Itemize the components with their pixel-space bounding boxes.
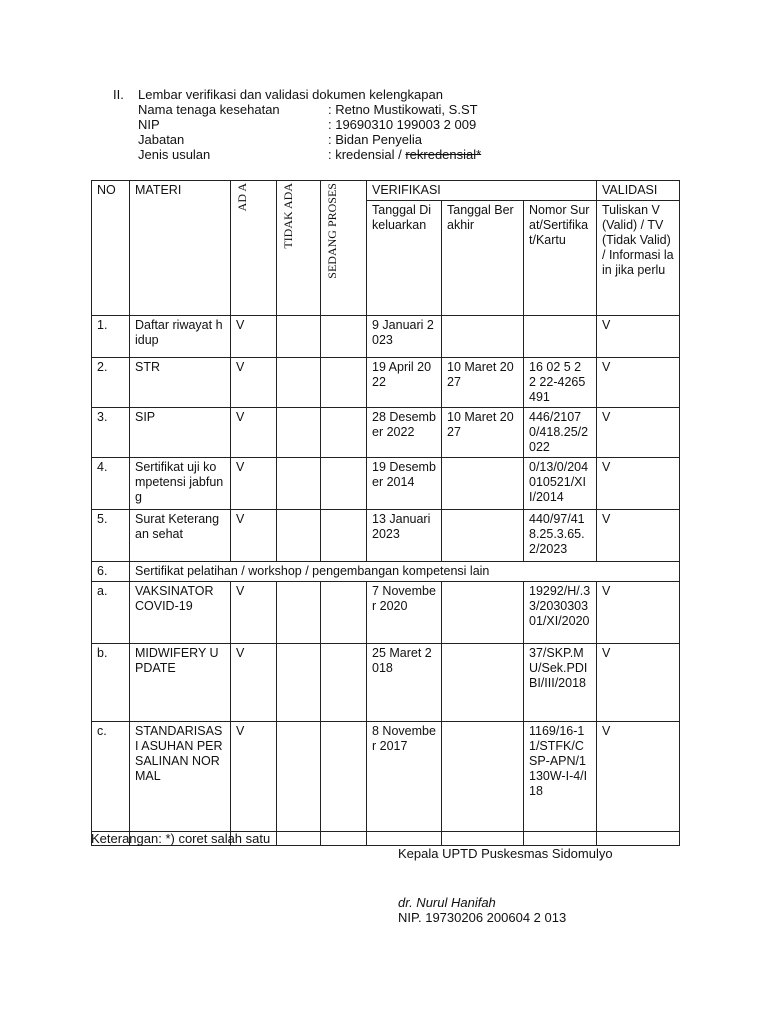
field-label-jabatan: Jabatan xyxy=(138,132,185,147)
header-validasi-note: Tuliskan V (Valid) / TV (Tidak Valid) / Informasi lain jika perlu xyxy=(597,201,680,316)
header-sedang-proses: SEDANG PROSES xyxy=(321,181,367,316)
header-tanggal-dikeluarkan: Tanggal Dikeluarkan xyxy=(367,201,442,316)
table-row: c. STANDARISASI ASUHAN PERSALINAN NORMAL V 8 November 2017 1169/16-11/STFK/CSP-APN/1130W-I-4/I18 V xyxy=(92,722,680,832)
table-row: 5. Surat Keterangan sehat V 13 Januari 2023 440/97/418.25.3.65.2/2023 V xyxy=(92,510,680,562)
document-header xyxy=(113,87,481,162)
table-row: 4. Sertifikat uji kompetensi jabfung V 19 Desember 2014 0/13/0/204010521/XII/2014 V xyxy=(92,458,680,510)
field-value-nama: : Retno Mustikowati, S.ST xyxy=(328,102,478,117)
header-materi: MATERI xyxy=(130,181,231,316)
table-row: 3. SIP V 28 Desember 2022 10 Maret 2027 446/21070/418.25/2022 V xyxy=(92,408,680,458)
header-validasi: VALIDASI xyxy=(597,181,680,201)
signatory-title: Kepala UPTD Puskesmas Sidomulyo xyxy=(398,846,613,861)
header-tanggal-berakhir: Tanggal Berakhir xyxy=(442,201,524,316)
field-label-nama: Nama tenaga kesehatan xyxy=(138,102,280,117)
jenis-kredensial: : kredensial / xyxy=(328,147,406,162)
field-value-nip: : 19690310 199003 2 009 xyxy=(328,117,477,132)
section-number: II. xyxy=(113,87,124,102)
field-label-nip: NIP xyxy=(138,117,160,132)
header-no: NO xyxy=(92,181,130,316)
section-row: 6. Sertifikat pelatihan / workshop / pengembangan kompetensi lain xyxy=(92,562,680,582)
field-value-jabatan: : Bidan Penyelia xyxy=(328,132,422,147)
table-body xyxy=(92,316,680,846)
table-row: 1. Daftar riwayat hidup V 9 Januari 2023 V xyxy=(92,316,680,358)
signatory-nip: NIP. 19730206 200604 2 013 xyxy=(398,910,567,925)
field-label-jenis: Jenis usulan xyxy=(138,147,211,162)
header-ada: AD A xyxy=(231,181,277,316)
field-value-jenis xyxy=(328,147,481,162)
table-row: a. VAKSINATOR COVID-19 V 7 November 2020 19292/H/.33/203030301/XI/2020 V xyxy=(92,582,680,644)
footnote: Keterangan: *) coret salah satu xyxy=(91,831,271,846)
table-row: 2. STR V 19 April 2022 10 Maret 2027 16 02 5 2 2 22-4265491 V xyxy=(92,358,680,408)
header-tidak-ada: TIDAK ADA xyxy=(277,181,321,316)
section-title: Lembar verifikasi dan validasi dokumen kelengkapan xyxy=(138,87,443,102)
header-nomor: Nomor Surat/Sertifikat/Kartu xyxy=(524,201,597,316)
table-row: b. MIDWIFERY UPDATE V 25 Maret 2018 37/SKP.MU/Sek.PDIBI/III/2018 V xyxy=(92,644,680,722)
signature-block xyxy=(398,846,613,925)
jenis-struck: rekredensial* xyxy=(405,147,482,162)
header-verifikasi: VERIFIKASI xyxy=(367,181,597,201)
verification-table xyxy=(91,180,680,846)
signatory-name: dr. Nurul Hanifah xyxy=(398,895,496,910)
